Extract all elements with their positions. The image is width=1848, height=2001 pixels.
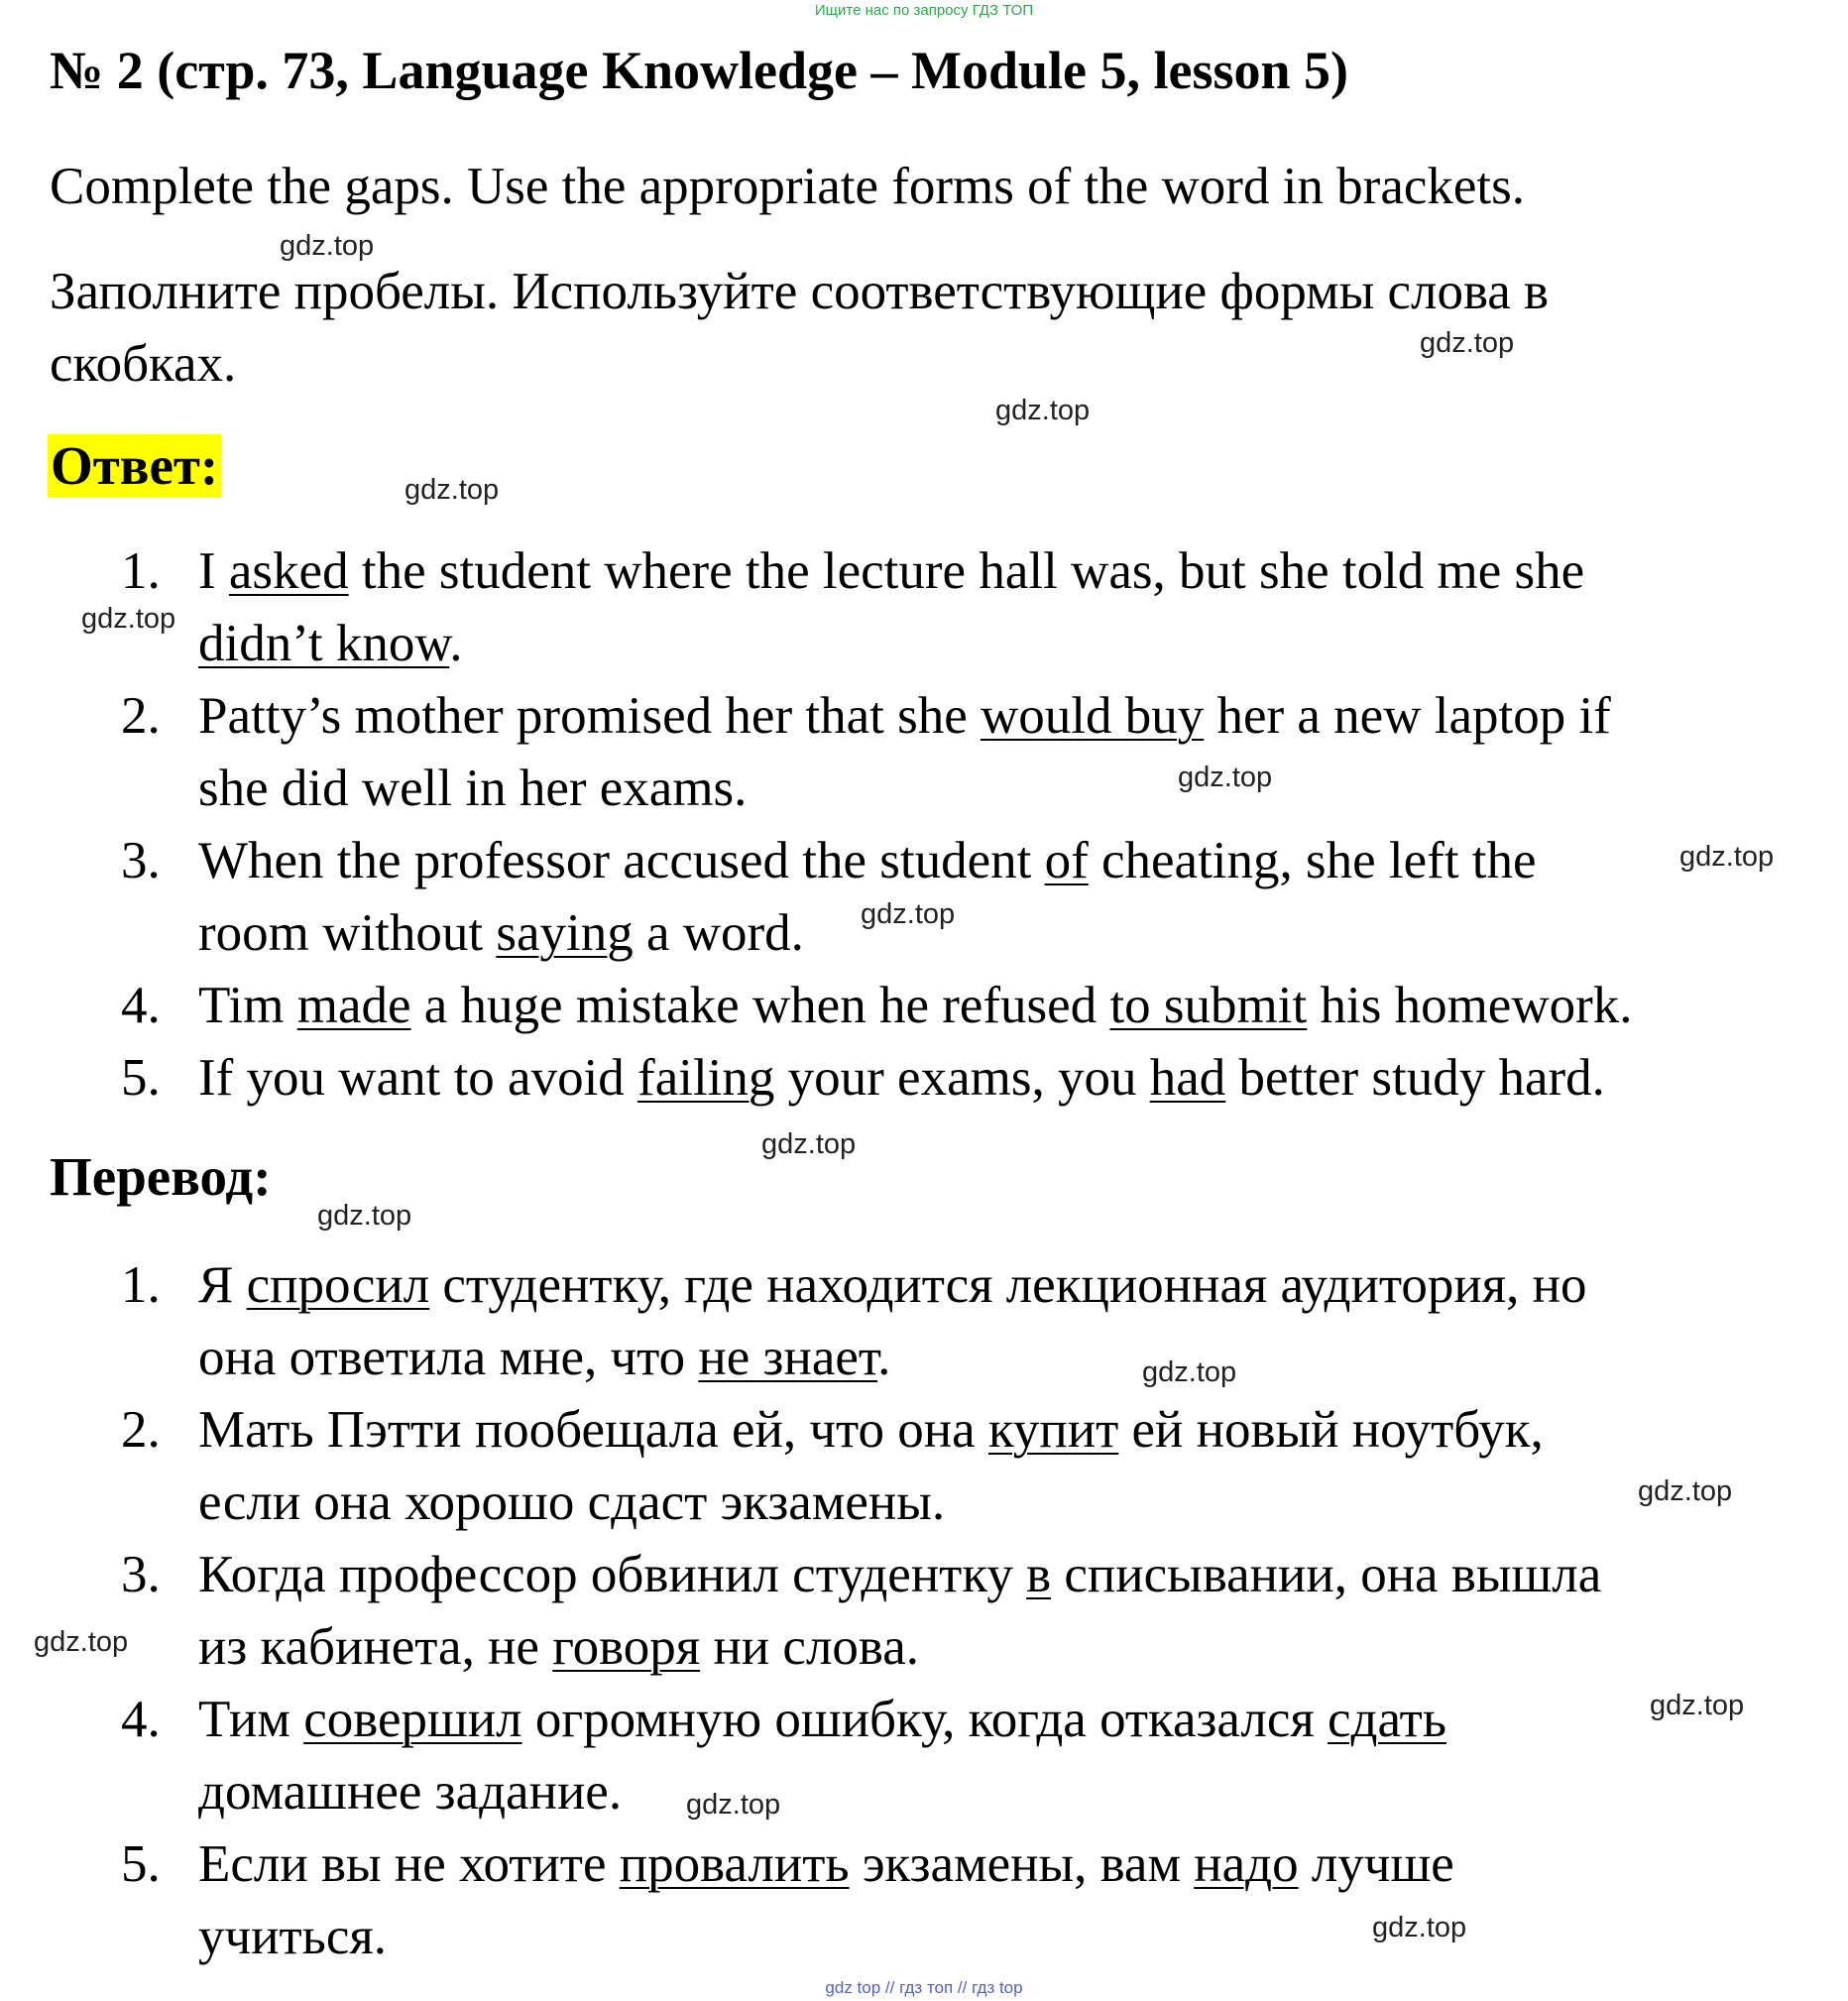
translation-gap: совершил <box>303 1691 522 1748</box>
answer-gap: to submit <box>1109 977 1308 1034</box>
translation-number: 2. <box>121 1401 161 1459</box>
translation-number: 5. <box>121 1835 161 1893</box>
translation-label: Перевод: <box>50 1146 272 1207</box>
translation-number: 1. <box>121 1256 161 1314</box>
watermark: gdz.top <box>1638 1475 1733 1507</box>
answer-number: 2. <box>121 687 161 745</box>
answer-gap: had <box>1149 1049 1226 1107</box>
translation-line: если она хорошо сдаст экзамены. <box>198 1473 946 1531</box>
translation-gap: купит <box>987 1401 1119 1459</box>
answer-gap: saying <box>496 904 634 962</box>
answer-gap: of <box>1044 832 1089 889</box>
watermark: gdz.top <box>34 1626 129 1658</box>
watermark: gdz.top <box>81 603 176 635</box>
translation-line: Тим совершил огромную ошибку, когда отказался сдать <box>198 1691 1447 1748</box>
instruction-russian-line-1: Заполните пробелы. Используйте соответствующие формы слова в <box>50 263 1550 320</box>
footer-watermark: gdz top // гдз топ // гдз top <box>825 1978 1023 1997</box>
answer-label: Ответ: <box>48 434 221 498</box>
watermark: gdz.top <box>861 898 956 930</box>
answer-gap: didn’t know <box>198 615 450 672</box>
instruction-russian-line-2: скобках. <box>50 335 237 393</box>
watermark: gdz.top <box>1420 327 1515 359</box>
watermark: gdz.top <box>404 474 500 506</box>
watermark: gdz.top <box>1142 1356 1237 1388</box>
top-search-hint: Ищите нас по запросу ГДЗ ТОП <box>814 2 1034 19</box>
watermark: gdz.top <box>1679 841 1775 873</box>
translation-gap: в <box>1026 1546 1052 1603</box>
translation-line: Если вы не хотите провалить экзамены, вам надо лучше <box>198 1835 1454 1893</box>
answer-line: didn’t know. <box>198 615 463 672</box>
answer-line: Tim made a huge mistake when he refused to submit his homework. <box>198 977 1633 1034</box>
watermark: gdz.top <box>1372 1912 1467 1943</box>
translation-number: 4. <box>121 1691 161 1748</box>
watermark: gdz.top <box>317 1200 412 1232</box>
watermark: gdz.top <box>1178 762 1273 793</box>
answer-number: 1. <box>121 542 161 600</box>
answer-line: When the professor accused the student of cheating, she left the <box>198 832 1537 889</box>
answer-number: 5. <box>121 1049 161 1107</box>
translation-line: Когда профессор обвинил студентку в списывании, она вышла <box>198 1546 1602 1603</box>
translation-gap: говоря <box>552 1618 701 1676</box>
watermark: gdz.top <box>1650 1690 1745 1721</box>
translation-number: 3. <box>121 1546 161 1603</box>
translation-gap: надо <box>1194 1835 1299 1893</box>
answer-number: 4. <box>121 977 161 1034</box>
page-title: № 2 (стр. 73, Language Knowledge – Module 5, lesson 5) <box>50 41 1349 100</box>
translation-line: учиться. <box>198 1908 388 1965</box>
translation-gap: провалить <box>619 1835 850 1893</box>
watermark: gdz.top <box>686 1789 781 1821</box>
translation-gap: спросил <box>246 1256 430 1314</box>
answer-line: room without saying a word. <box>198 904 804 962</box>
answer-line: she did well in her exams. <box>198 760 748 817</box>
translation-line: из кабинета, не говоря ни слова. <box>198 1618 919 1676</box>
translation-line: Мать Пэтти пообещала ей, что она купит ей новый ноутбук, <box>198 1401 1544 1459</box>
answer-gap: made <box>296 977 411 1034</box>
instruction-english: Complete the gaps. Use the appropriate forms of the word in brackets. <box>50 158 1525 215</box>
translation-line: она ответила мне, что не знает. <box>198 1329 891 1386</box>
answer-number: 3. <box>121 832 161 889</box>
answer-gap: asked <box>228 542 349 600</box>
answer-gap: failing <box>637 1049 775 1107</box>
watermark: gdz.top <box>280 230 375 262</box>
watermark: gdz.top <box>761 1128 857 1160</box>
translation-line: домашнее задание. <box>198 1763 623 1821</box>
answer-line: Patty’s mother promised her that she would buy her a new laptop if <box>198 687 1611 745</box>
answer-gap: would buy <box>980 687 1205 745</box>
answer-line: I asked the student where the lecture hall was, but she told me she <box>198 542 1585 600</box>
translation-gap: сдать <box>1328 1691 1447 1748</box>
translation-gap: не знает <box>698 1329 878 1386</box>
answer-line: If you want to avoid failing your exams, you had better study hard. <box>198 1049 1605 1107</box>
watermark: gdz.top <box>995 395 1091 426</box>
translation-line: Я спросил студентку, где находится лекционная аудитория, но <box>198 1256 1587 1314</box>
